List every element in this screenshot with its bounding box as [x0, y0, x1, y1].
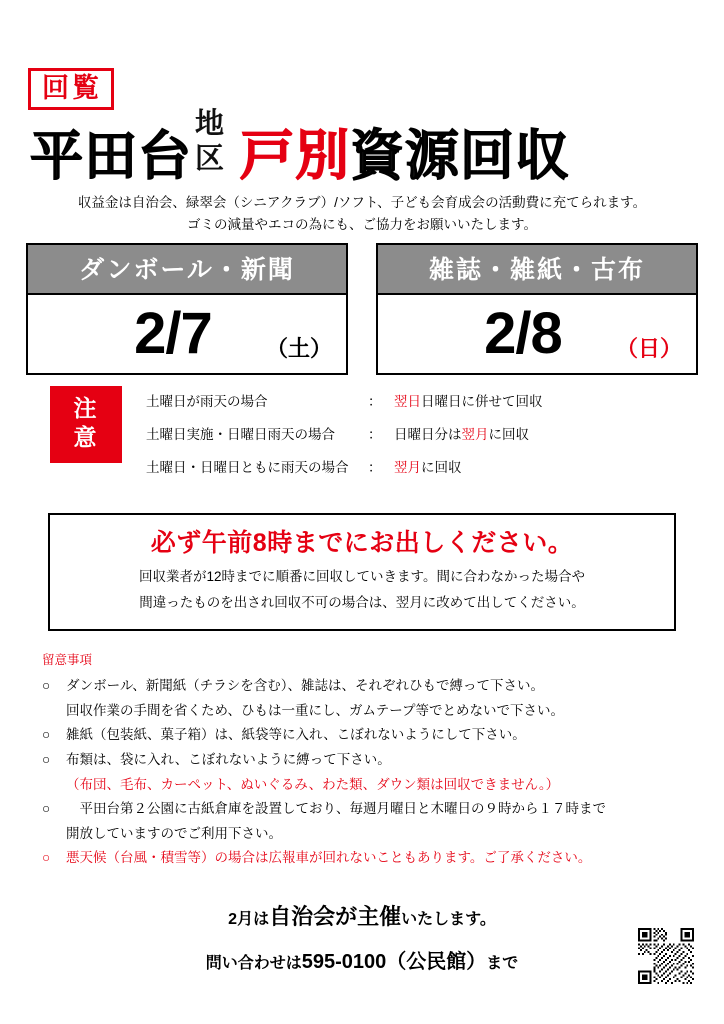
- title-area: 平田台: [30, 126, 192, 186]
- notice-badge-line-1: 注: [73, 395, 99, 421]
- date-dayofweek: （日）: [615, 336, 682, 361]
- note-bullet-icon: ○: [42, 801, 51, 817]
- notice-action: [394, 423, 529, 443]
- notes-section: [42, 650, 692, 871]
- warning-title: 必ず午前8時までにお出しください。: [150, 529, 574, 557]
- notice-colon: ：: [368, 394, 382, 409]
- lead-text: [0, 192, 724, 237]
- date-value: 2/8: [484, 301, 562, 366]
- date-box-header: 雑誌・雑紙・古布: [378, 245, 696, 295]
- kairan-badge-wrap: [28, 68, 114, 110]
- notice-action-rest: 日曜日に併せて回収: [421, 394, 543, 409]
- notice-row: [146, 390, 690, 410]
- date-boxes: [26, 243, 698, 375]
- title-district-bottom: 区: [195, 143, 225, 175]
- notice-action-red: 翌月: [394, 460, 421, 475]
- footer-organizer-emphasis: 自治会が主催: [269, 904, 402, 929]
- notice-badge: [50, 386, 122, 463]
- note-text: 布類は、袋に入れ、こぼれないように縛って下さい。: [66, 752, 391, 768]
- note-bullet-icon: ○: [42, 752, 51, 768]
- note-bullet-icon: ○: [42, 727, 51, 743]
- note-text: 雑紙（包装紙、菓子箱）は、紙袋等に入れ、こぼれないようにして下さい。: [66, 727, 526, 743]
- title-district-top: 地: [195, 108, 225, 140]
- notice-badge-line-2: 意: [73, 424, 99, 451]
- notice-block: [50, 386, 690, 489]
- date-box-body: [378, 295, 696, 373]
- note-bullet-icon: ○: [42, 678, 51, 693]
- note-bullet-icon: ○: [42, 850, 51, 866]
- note-subtext: 開放していますのでご利用下さい。: [66, 826, 282, 842]
- list-item: [42, 748, 692, 772]
- footer-organizer-pre: 2月は: [228, 911, 270, 928]
- footer-organizer: [0, 900, 724, 931]
- notice-action-rest: に回収: [421, 460, 462, 475]
- qr-code-icon: [638, 928, 694, 984]
- notice-action-red: 翌日: [394, 394, 421, 409]
- notice-row: [146, 456, 690, 476]
- notice-action: [394, 390, 543, 410]
- footer-contact-phone: 595-0100（公民館）: [301, 951, 487, 973]
- note-text: 悪天候（台風・積雪等）の場合は広報車が回れないこともあります。ご了承ください。: [66, 850, 592, 866]
- note-text: 平田台第２公園に古紙倉庫を設置しており、毎週月曜日と木曜日の９時から１７時まで: [66, 801, 606, 817]
- list-item: [42, 723, 692, 747]
- title-red-part: 戸別: [240, 125, 351, 186]
- lead-line-2: ゴミの減量やエコの為にも、ご協力をお願いいたします。: [187, 217, 537, 233]
- notice-action: [394, 456, 462, 476]
- note-subtext: 回収作業の手間を省くため、ひもは一重にし、ガムテープ等でとめないで下さい。: [66, 703, 565, 719]
- notice-condition: 土曜日が雨天の場合: [146, 394, 268, 409]
- note-text: ダンボール、新聞紙（チラシを含む）、雑誌は、それぞれひもで縛って下さい。: [66, 678, 545, 693]
- warning-line-2: 間違ったものを出され回収不可の場合は、翌月に改めて出してください。: [139, 594, 585, 610]
- notice-colon: ：: [368, 427, 382, 442]
- footer-organizer-post: いたします。: [401, 911, 496, 928]
- footer-contact-post: まで: [486, 955, 519, 972]
- title-black-part: 資源回収: [350, 125, 571, 186]
- date-box-header: ダンボール・新聞: [28, 245, 346, 295]
- note-subtext-warning: （布団、毛布、カーペット、ぬいぐるみ、わた類、ダウン類は回収できません。）: [66, 777, 560, 793]
- notice-rows: [146, 386, 690, 489]
- date-dayofweek: （土）: [265, 336, 332, 361]
- kairan-badge: 回覧: [28, 68, 114, 110]
- title-district: [194, 110, 224, 185]
- list-item: [42, 674, 692, 698]
- date-box-magazine-cloth: [376, 243, 698, 375]
- notice-condition: 土曜日実施・日曜日雨天の場合: [146, 427, 335, 442]
- footer-contact-pre: 問い合わせは: [205, 955, 302, 972]
- notice-action-red: 翌月: [461, 427, 489, 442]
- notice-row: [146, 423, 690, 443]
- date-box-body: [28, 295, 346, 373]
- warning-box: [48, 513, 676, 631]
- notice-condition: 土曜日・日曜日ともに雨天の場合: [146, 460, 349, 475]
- warning-line-1: 回収業者が12時までに順番に回収していきます。間に合わなかった場合や: [139, 568, 585, 584]
- lead-line-1: 収益金は自治会、緑翠会（シニアクラブ）/ソフト、子ども会育成会の活動費に充てられます。: [77, 195, 647, 210]
- notice-colon: ：: [368, 460, 382, 475]
- date-box-cardboard-newspaper: [26, 243, 348, 375]
- notice-action-lead: 日曜日分は: [394, 427, 462, 442]
- footer-contact: [0, 945, 724, 974]
- notes-heading: 留意事項: [42, 653, 93, 667]
- notice-action-rest: に回収: [488, 427, 529, 442]
- date-value: 2/7: [134, 301, 212, 366]
- page-title: [30, 110, 694, 185]
- list-item: [42, 797, 692, 821]
- list-item: [42, 846, 692, 870]
